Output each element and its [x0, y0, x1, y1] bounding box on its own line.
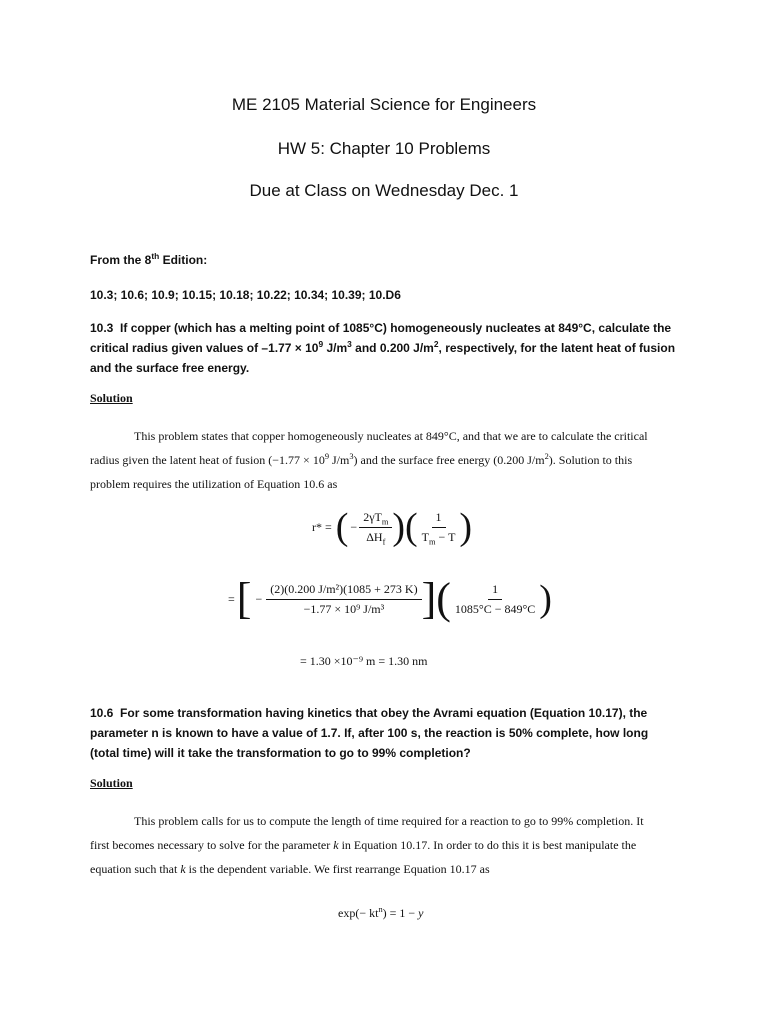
solution-heading: Solution	[90, 776, 133, 790]
homework-title: HW 5: Chapter 10 Problems	[277, 139, 491, 158]
problem-10-3-statement: 10.3 If copper (which has a melting point of 1085°C) homogeneously nucleates at 849°C, calculate the critical radius given values of $-1.77 \times 10^9$ $J/m^3$ and 0.200 $J/m^2$, respectively, for the latent heat of fusion and the surface free energy.	[90, 321, 676, 375]
course-title: ME 2105 Material Science for Engineers	[231, 95, 537, 114]
problem-10-6-statement: 10.6 For some transformation having kinetics that obey the Avrami equation (Equation 10.17), the parameter n is known to have a value of 1.7. If, after 100 s, the reaction is 50% complete, how long (total time) will it take the transformation to go to 99% completion?	[90, 706, 649, 760]
edition-heading: From the 8th Edition:	[90, 251, 208, 267]
equation-critical-radius: r* = ( − $\frac{2\gamma T_m}{\Delta H_f}$ )( $\frac{1}{T_m - T}$ )	[312, 506, 473, 548]
equation-avrami-rearranged: $\exp(- kt^n) = 1 - y$	[338, 905, 424, 920]
solution-text-10-3: This problem states that copper homogeneously nucleates at 849°C, and that we are to calculate the critical radius given the latent heat of fusion ($-1.77 \times 10^9$ $J/m^3$) and the surface free energy (0.200 $J/m^2$). Solution to this problem requires the utilization of Equation 10.6 as	[90, 429, 648, 491]
problem-number: 10.3	[90, 321, 114, 335]
due-date: Due at Class on Wednesday Dec. 1	[249, 181, 519, 200]
equation-result: = 1.30 ×10⁻⁹ m = 1.30 nm	[300, 654, 428, 668]
equation-substituted: = [ − $\frac{\text{(2)(0.200 J/m²)(1085 + 273 K)}}{\text{−1.77 × 10⁹ J/m³}}$ ]( $\frac{1}{1085^\circ C - 849^\circ C}$ )	[228, 574, 552, 623]
solution-heading: Solution	[90, 391, 133, 405]
problem-number: 10.6	[90, 706, 114, 720]
solution-text-10-6: This problem calls for us to compute the length of time required for a reaction to go to 99% completion. It first becomes necessary to solve for the parameter k in Equation 10.17. In order to do this it is best manipulate the equation such that k is the dependent variable. We first rearrange Equation 10.17 as	[90, 814, 644, 876]
assigned-problems: 10.3; 10.6; 10.9; 10.15; 10.18; 10.22; 10.34; 10.39; 10.D6	[90, 288, 401, 302]
